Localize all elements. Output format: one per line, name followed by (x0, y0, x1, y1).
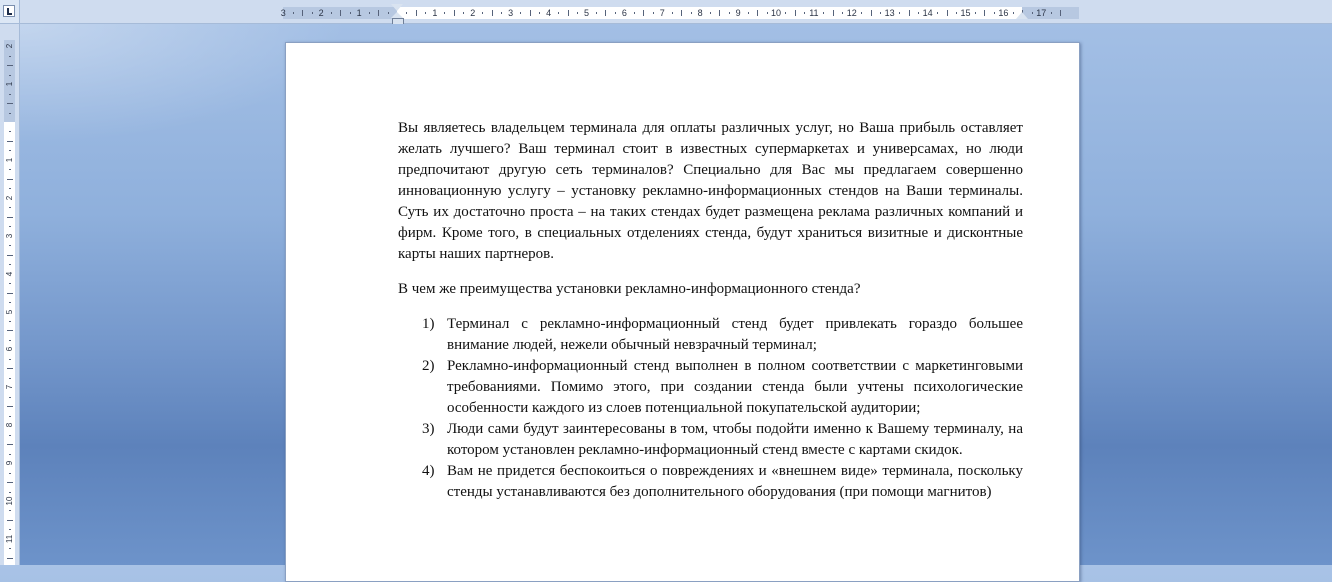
ruler-tick (605, 10, 606, 16)
question-paragraph: В чем же преимущества установки рекламно-информационного стенда? (398, 281, 861, 297)
list-item (398, 461, 1023, 503)
ruler-number: 3 (508, 8, 514, 18)
ruler-tick (634, 12, 635, 14)
ruler-tick (9, 510, 11, 511)
ruler-tick (7, 255, 13, 256)
ruler-tick (482, 12, 483, 14)
ruler-tick (7, 444, 13, 445)
ruler-number: 1 (432, 8, 438, 18)
ruler-tick (880, 12, 881, 14)
ruler-tick (9, 529, 11, 530)
ruler-tick (9, 548, 11, 549)
list-text: Вам не придется беспокоиться о повреждениях и «внешнем виде» терминала, поскольку стенды устанавливаются без дополнительного оборудования (при помощи магнитов) (447, 463, 1023, 500)
ruler-tick (9, 169, 11, 170)
ruler-tick (9, 473, 11, 474)
list-number: 3) (422, 421, 435, 437)
ruler-tick (463, 12, 464, 14)
ruler-tick (378, 10, 379, 16)
ruler-tick (918, 12, 919, 14)
ruler-tick (710, 12, 711, 14)
ruler-tick (7, 141, 13, 142)
ruler-tick (9, 56, 11, 57)
list-text: Люди сами будут заинтересованы в том, чтобы подойти именно к Вашему терминалу, на котором установлен рекламно-информационный стенд вместе с картами скидок. (447, 421, 1023, 458)
ruler-tick (9, 359, 11, 360)
ruler-number: 10 (5, 496, 14, 506)
ruler-tick (577, 12, 578, 14)
list-number: 2) (422, 358, 435, 374)
ruler-tick (596, 12, 597, 14)
ruler-tick (350, 12, 351, 14)
vertical-ruler[interactable] (0, 24, 20, 565)
ruler-tick (9, 454, 11, 455)
ruler-number: 12 (846, 8, 857, 18)
ruler-tick (9, 378, 11, 379)
right-indent-marker[interactable] (1016, 12, 1028, 19)
ruler-tick (719, 10, 720, 16)
ruler-number: 15 (960, 8, 971, 18)
ruler-tick (7, 65, 13, 66)
ruler-tick (7, 520, 13, 521)
ruler-tick (9, 302, 11, 303)
ruler-tick (748, 12, 749, 14)
ruler-number: 11 (809, 8, 819, 18)
ruler-corner (0, 0, 20, 24)
ruler-number: 17 (1036, 8, 1047, 18)
ruler-number: 1 (5, 157, 14, 163)
ruler-tick (653, 12, 654, 14)
ruler-tick (729, 12, 730, 14)
ruler-tick (520, 12, 521, 14)
ruler-number: 4 (546, 8, 552, 18)
list-text: Терминал с рекламно-информационный стенд будет привлекать гораздо большее внимание людей, нежели обычный невзрачный терминал; (447, 316, 1023, 353)
ruler-tick (975, 12, 976, 14)
ruler-tick (9, 264, 11, 265)
document-body[interactable] (398, 118, 1023, 503)
ruler-tick (7, 179, 13, 180)
intro-paragraph: Вы являетесь владельцем терминала для оплаты различных услуг, но Ваша прибыль оставляет желать лучшего? Ваш терминал стоит в известных супермаркетах и универсамах, но люди предпочитают другую сеть терминалов? Специально для Вас мы предлагаем совершенно инновационную услугу – установку рекламно-информационных стендов на Ваши терминалы. Суть их достаточно проста – на таких стендах будет размещена реклама различных компаний и фирм. Кроме того, в специальных отделениях стенда, будут храниться визитные и дисконтные карты наших партнеров. (398, 120, 1023, 262)
ruler-number: 6 (621, 8, 627, 18)
ruler-tick (331, 12, 332, 14)
ruler-tick (7, 330, 13, 331)
ruler-tick (681, 10, 682, 16)
ruler-tick (9, 94, 11, 95)
ruler-tick (7, 406, 13, 407)
list-item (398, 356, 1023, 419)
ruler-tick (757, 10, 758, 16)
ruler-number: 2 (318, 8, 324, 18)
ruler-tick (9, 131, 11, 132)
ruler-number: 1 (356, 8, 362, 18)
ruler-number: 2 (5, 43, 14, 49)
ruler-tick (9, 245, 11, 246)
ruler-tick (691, 12, 692, 14)
ruler-number: 8 (5, 422, 14, 428)
ruler-tick (369, 12, 370, 14)
list-text: Рекламно-информационный стенд выполнен в полном соответствии с маркетинговыми требованиями. Помимо этого, при создании стенда были учтены психологические особенности каждого из слоев потенциальной покупательской аудитории; (447, 358, 1023, 416)
ruler-number: 2 (470, 8, 476, 18)
ruler-number: 3 (280, 8, 286, 18)
benefits-list (398, 314, 1023, 503)
ruler-tick (9, 397, 11, 398)
ruler-tick (672, 12, 673, 14)
ruler-tick (492, 10, 493, 16)
ruler-tick (454, 10, 455, 16)
list-number: 1) (422, 316, 435, 332)
ruler-tick (9, 321, 11, 322)
ruler-tick (9, 150, 11, 151)
ruler-number: 4 (5, 271, 14, 276)
ruler-tick (9, 283, 11, 284)
ruler-tick (293, 12, 294, 14)
ruler-tick (956, 12, 957, 14)
ruler-tick (9, 113, 11, 114)
ruler-tick (823, 12, 824, 14)
ruler-tick (947, 10, 948, 16)
ruler-tick (833, 10, 834, 16)
ruler-tick (416, 10, 417, 16)
ruler-tick (7, 103, 13, 104)
ruler-number: 3 (5, 233, 14, 238)
ruler-tick (861, 12, 862, 14)
ruler-tick (340, 10, 341, 16)
ruler-tick (501, 12, 502, 14)
ruler-number: 14 (922, 8, 933, 18)
ruler-number: 16 (998, 8, 1009, 18)
ruler-tick (9, 340, 11, 341)
ruler-tick (1013, 12, 1014, 14)
ruler-tick (388, 12, 389, 14)
ruler-tick (9, 188, 11, 189)
ruler-tick (615, 12, 616, 14)
ruler-tick (7, 558, 13, 559)
ruler-tick (643, 10, 644, 16)
document-page[interactable] (285, 42, 1080, 582)
ruler-tick (767, 12, 768, 14)
ruler-tick (7, 293, 13, 294)
ruler-tick (994, 12, 995, 14)
ruler-tick (302, 10, 303, 16)
ruler-tick (909, 10, 910, 16)
list-number: 4) (422, 463, 435, 479)
ruler-tick (1060, 10, 1061, 16)
ruler-tick (1051, 12, 1052, 14)
ruler-tick (785, 12, 786, 14)
ruler-tick (530, 10, 531, 16)
ruler-tick (9, 75, 11, 76)
ruler-tick (937, 12, 938, 14)
ruler-number: 8 (697, 8, 703, 18)
ruler-number: 11 (5, 534, 14, 544)
ruler-number: 9 (5, 460, 14, 466)
ruler-tick (568, 10, 569, 16)
ruler-tick (9, 416, 11, 417)
ruler-number: 13 (884, 8, 895, 18)
ruler-number: 10 (770, 8, 782, 18)
ruler-number: 7 (659, 8, 665, 18)
ruler-tick (406, 12, 407, 14)
ruler-tick (425, 12, 426, 14)
ruler-tick (558, 12, 559, 14)
ruler-tick (7, 482, 13, 483)
ruler-number: 9 (735, 8, 741, 18)
ruler-tick (9, 492, 11, 493)
first-line-indent-marker[interactable] (391, 4, 403, 11)
ruler-tick (899, 12, 900, 14)
list-item (398, 314, 1023, 356)
ruler-tick (1032, 12, 1033, 14)
ruler-number: 6 (5, 347, 14, 352)
ruler-tick (842, 12, 843, 14)
list-item (398, 419, 1023, 461)
ruler-number: 2 (5, 195, 14, 201)
ruler-tick (804, 12, 805, 14)
horizontal-ruler[interactable] (20, 0, 1332, 24)
ruler-tick (312, 12, 313, 14)
ruler-tick (984, 10, 985, 16)
ruler-number: 5 (5, 309, 14, 314)
tab-stop-selector-icon[interactable] (3, 5, 15, 17)
ruler-tick (7, 217, 13, 218)
ruler-number: 1 (5, 81, 14, 87)
ruler-tick (9, 207, 11, 208)
ruler-tick (539, 12, 540, 14)
ruler-tick (9, 226, 11, 227)
ruler-tick (444, 12, 445, 14)
ruler-tick (9, 435, 11, 436)
ruler-tick (7, 368, 13, 369)
ruler-tick (795, 10, 796, 16)
ruler-number: 7 (5, 385, 14, 390)
ruler-tick (871, 10, 872, 16)
ruler-number: 5 (583, 8, 590, 18)
